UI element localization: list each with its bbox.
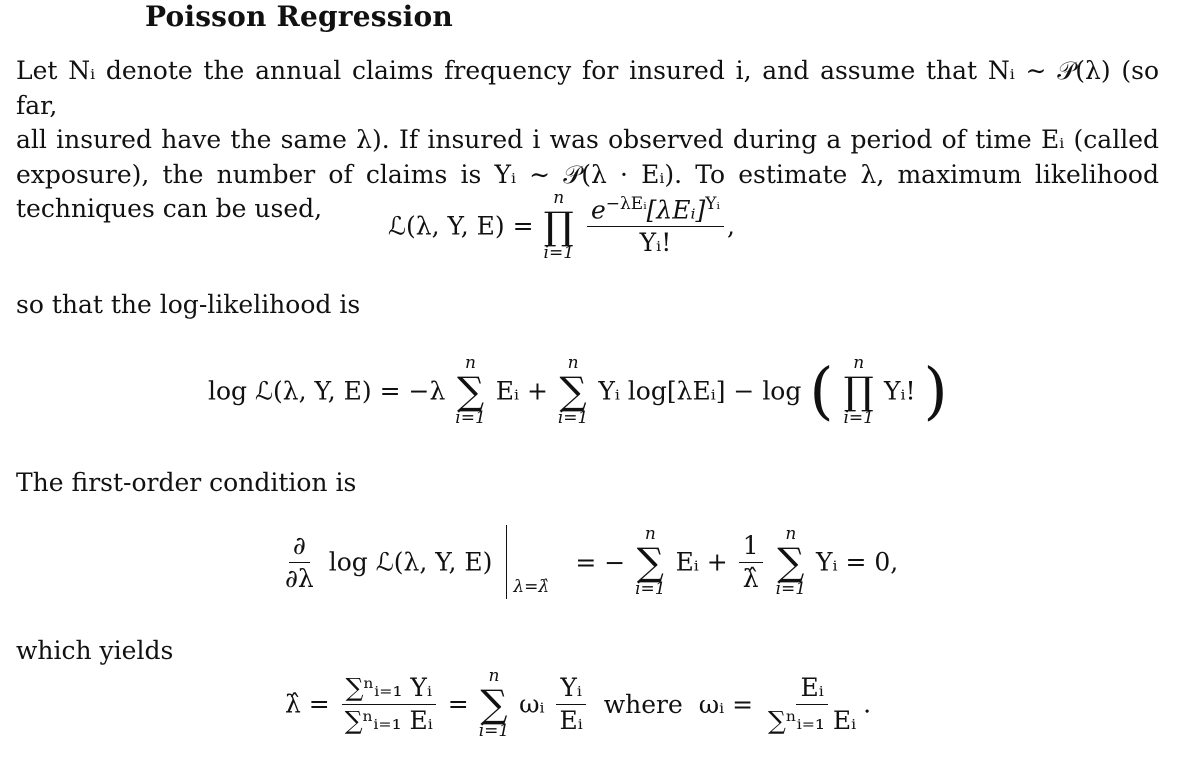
partial-fraction bbox=[281, 532, 318, 592]
foc-sum1-symbol: ∑ bbox=[636, 540, 664, 584]
loglik-term3: Yᵢ! bbox=[883, 376, 916, 406]
loglik-sum-2 bbox=[558, 355, 589, 427]
est-sum-upper: n bbox=[488, 666, 500, 686]
estimator-intro: which yields bbox=[16, 636, 174, 665]
estimator-period: . bbox=[863, 689, 872, 719]
foc-term1: Eᵢ + bbox=[675, 547, 728, 577]
inverse-lambda-fraction bbox=[739, 532, 763, 592]
likelihood-lhs: ℒ(λ, Y, E) = bbox=[388, 211, 534, 241]
likelihood-numerator bbox=[587, 195, 724, 227]
ratio-fraction bbox=[556, 674, 587, 734]
num-bracket: [λEᵢ] bbox=[646, 195, 706, 225]
inverse-numerator: 1 bbox=[739, 532, 763, 563]
omega-definition: ωᵢ = bbox=[698, 689, 754, 719]
num-bracket-exponent: Yᵢ bbox=[705, 194, 720, 215]
eval-bar bbox=[506, 525, 550, 599]
sum2-lower: i=1 bbox=[557, 408, 589, 428]
estimator-equals: = bbox=[447, 689, 469, 719]
ratio-numerator: Yᵢ bbox=[556, 674, 586, 705]
loglik-term2: Yᵢ log[λEᵢ] − log bbox=[598, 376, 802, 406]
weight-numerator: Eᵢ bbox=[796, 674, 827, 705]
estimator-equation bbox=[285, 668, 871, 740]
prod-upper: n bbox=[853, 353, 865, 373]
intro-line-3: exposure), the number of claims is Yᵢ ∼ 𝒫(λ · Eᵢ). To estimate λ, maximum likelihood bbox=[16, 159, 1159, 189]
likelihood-comma: , bbox=[726, 211, 735, 241]
foc-sum1-lower: i=1 bbox=[635, 579, 666, 599]
likelihood-fraction bbox=[587, 195, 724, 256]
product-operator bbox=[544, 190, 575, 262]
estimator-denominator: ∑ⁿᵢ₌₁ Eᵢ bbox=[344, 705, 433, 735]
product-symbol: ∏ bbox=[543, 204, 574, 248]
loglik-sum-1 bbox=[455, 355, 486, 427]
intro-line-2: all insured have the same λ). If insured i was observed during a period of time Eᵢ (called bbox=[16, 125, 1159, 154]
estimator-sum bbox=[479, 668, 510, 740]
section-title: Poisson Regression bbox=[145, 0, 453, 33]
inverse-denominator: λ̂ bbox=[742, 563, 759, 593]
estimator-lhs: λ̂ = bbox=[285, 689, 330, 719]
sum2-symbol: ∑ bbox=[559, 369, 587, 413]
intro-line-4: techniques can be used, bbox=[16, 194, 323, 223]
foc-sum2-symbol: ∑ bbox=[777, 540, 805, 584]
foc-sum-2 bbox=[776, 526, 807, 598]
intro-line-1: Let Nᵢ denote the annual claims frequency for insured i, and assume that Nᵢ ∼ 𝒫(λ) (so far, bbox=[16, 56, 1159, 120]
num-exponent: −λEᵢ bbox=[605, 194, 647, 215]
prod-lower: i=1 bbox=[843, 408, 874, 428]
num-base: e bbox=[590, 195, 606, 225]
sum2-upper: n bbox=[567, 353, 579, 373]
foc-term2: Yᵢ = 0, bbox=[816, 547, 899, 577]
foc-sum1-upper: n bbox=[644, 524, 656, 544]
loglik-term1: Eᵢ + bbox=[495, 376, 548, 406]
est-sum-lower: i=1 bbox=[478, 721, 510, 741]
product-upper-limit: n bbox=[553, 188, 565, 208]
foc-sum2-lower: i=1 bbox=[775, 579, 807, 599]
foc-body: log ℒ(λ, Y, E) bbox=[328, 547, 493, 577]
partial-denominator: ∂λ bbox=[285, 563, 314, 593]
sum1-lower: i=1 bbox=[455, 408, 486, 428]
loglik-equation bbox=[208, 355, 948, 427]
close-paren: ) bbox=[923, 354, 948, 427]
eval-point: λ=λ̂ bbox=[513, 577, 550, 597]
weight-denominator: ∑ⁿᵢ₌₁ Eᵢ bbox=[768, 705, 857, 735]
prod-symbol: ∏ bbox=[843, 369, 874, 413]
partial-numerator: ∂ bbox=[289, 532, 310, 563]
loglik-lhs: log ℒ(λ, Y, E) = −λ bbox=[208, 376, 446, 406]
foc-intro: The first-order condition is bbox=[16, 468, 357, 497]
product-lower-limit: i=1 bbox=[543, 243, 575, 263]
foc-rhs-start: = − bbox=[575, 547, 626, 577]
estimator-fraction bbox=[341, 674, 437, 734]
open-paren: ( bbox=[809, 354, 834, 427]
likelihood-denominator: Yᵢ! bbox=[639, 228, 672, 258]
foc-sum2-upper: n bbox=[785, 524, 797, 544]
loglik-product bbox=[843, 355, 874, 427]
foc-sum-1 bbox=[635, 526, 666, 598]
weight-fraction bbox=[764, 674, 860, 734]
estimator-numerator: ∑ⁿᵢ₌₁ Yᵢ bbox=[342, 674, 436, 705]
likelihood-equation bbox=[388, 190, 735, 262]
estimator-omega: ωᵢ bbox=[519, 689, 545, 719]
ratio-denominator: Eᵢ bbox=[559, 705, 583, 735]
est-sum-symbol: ∑ bbox=[480, 682, 508, 726]
loglik-intro: so that the log-likelihood is bbox=[16, 290, 361, 319]
sum1-upper: n bbox=[465, 353, 476, 373]
foc-equation bbox=[278, 525, 898, 599]
where-word: where bbox=[603, 689, 683, 719]
sum1-symbol: ∑ bbox=[456, 369, 485, 413]
